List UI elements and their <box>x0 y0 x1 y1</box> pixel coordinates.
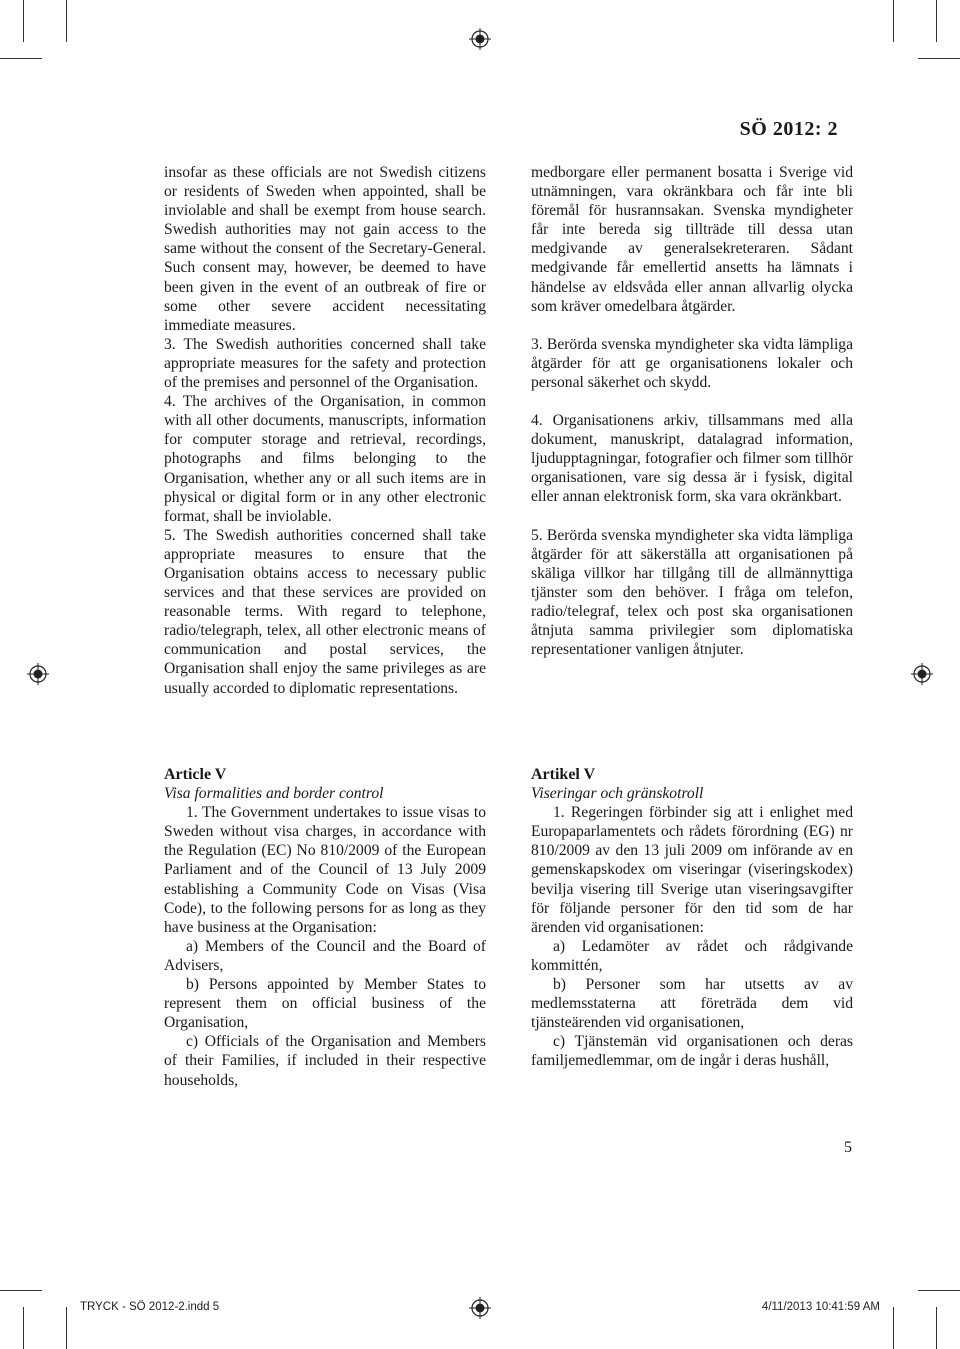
paragraph: c) Officials of the Organisation and Members of their Families, if included in their respective households, <box>164 1033 486 1089</box>
paragraph: 1. Regeringen förbinder sig att i enlighet med Europaparlamentets och rådets förordning (EG) nr 810/2009 av den 13 juli 2009 om införande av en gemenskapskodex om viseringar (viseringskodex) bevilja visering till Sverige utan viseringsavgifter för följande personer för den tid som de har ärenden vid organisationen: <box>531 804 853 936</box>
article-heading: Article V <box>164 766 227 783</box>
registration-mark-icon <box>911 663 933 685</box>
crop-mark <box>23 0 24 42</box>
page-number: 5 <box>844 1139 852 1156</box>
article-heading: Artikel V <box>531 766 596 783</box>
registration-mark-icon <box>469 1297 491 1319</box>
paragraph: 3. Berörda svenska myndigheter ska vidta lämpliga åtgärder för att ge organisationens lokaler och personal säkerhet och skydd. <box>531 335 853 391</box>
crop-mark <box>66 0 67 42</box>
paragraph: 5. Berörda svenska myndigheter ska vidta lämpliga åtgärder för att säkerställa att organisationen på skäliga villkor har tillgång till de allmännyttiga tjänster som den behöver. I fråga om telefon, radio/telegraf, telex och post ska organisationen åtnjuta samma privilegier som diplomatiska representationer vanligen åtnjuter. <box>531 526 853 659</box>
registration-mark-icon <box>469 28 491 50</box>
crop-mark <box>918 1290 960 1291</box>
slug-timestamp: 4/11/2013 10:41:59 AM <box>761 1301 880 1313</box>
paragraph: b) Persons appointed by Member States to represent them on official business of the Organisation, <box>164 976 486 1032</box>
swedish-column-top <box>531 163 853 659</box>
article-subheading: Viseringar och gränskotroll <box>531 785 704 803</box>
paragraph: medborgare eller permanent bosatta i Sverige vid utnämningen, vara okränkbara och får inte bli föremål för husrannsakan. Svenska myndigheter får inte bereda sig tillträde till dessa utan medgivande av generalsekreteraren. Sådant medgivande får emellertid ansetts ha lämnats i händelse av eldsvåda eller annan allvarlig olycka som kräver omedelbara åtgärder. <box>531 164 853 315</box>
paragraph: c) Tjänstemän vid organisationen och deras familjemedlemmar, om de ingår i deras hushåll, <box>531 1033 853 1070</box>
paragraph: a) Members of the Council and the Board of Advisers, <box>164 937 486 974</box>
crop-mark <box>0 1290 42 1291</box>
paragraph: 3. The Swedish authorities concerned shall take appropriate measures for the safety and protection of the premises and personnel of the Organisation. <box>164 335 486 392</box>
crop-mark <box>23 1307 24 1349</box>
paragraph: b) Personer som har utsetts av av medlemsstaterna att företräda dem vid tjänsteärenden vid organisationen, <box>531 976 853 1032</box>
paragraph: a) Ledamöter av rådet och rådgivande kommittén, <box>531 937 853 974</box>
crop-mark <box>918 58 960 59</box>
crop-mark <box>66 1307 67 1349</box>
crop-mark <box>936 0 937 42</box>
crop-mark <box>936 1307 937 1349</box>
crop-mark <box>0 58 42 59</box>
crop-mark <box>893 0 894 42</box>
english-article-section <box>164 765 486 1090</box>
swedish-article-section <box>531 765 853 1071</box>
paragraph: 4. Organisationens arkiv, tillsammans med alla dokument, manuskript, datalagrad information, ljudupptagningar, fotografier och filmer som tillhör organisationen, vare sig dessa är i fysisk, digital eller annan elektronisk form, ska vara okränkbart. <box>531 412 853 506</box>
paragraph: 5. The Swedish authorities concerned shall take appropriate measures to ensure that the Organisation obtains access to necessary public services and that these services are provided on reasonable terms. With regard to telephone, radio/telegraph, telex, all other electronic means of communication and postal services, the Organisation shall enjoy the same privileges as are usually accorded to diplomatic representations. <box>164 526 486 697</box>
article-subheading: Visa formalities and border control <box>164 785 384 803</box>
paragraph: 1. The Government undertakes to issue visas to Sweden without visa charges, in accordance with the Regulation (EC) No 810/2009 of the European Parliament and of the Council of 13 July 2009 establishing a Community Code on Visas (Visa Code), to the following persons for as long as they have business at the Organisation: <box>164 804 486 936</box>
slug-file-info: TRYCK - SÖ 2012-2.indd 5 <box>80 1301 220 1313</box>
crop-mark <box>893 1307 894 1349</box>
running-head: SÖ 2012: 2 <box>739 118 838 140</box>
english-column-top <box>164 163 486 698</box>
registration-mark-icon <box>27 663 49 685</box>
paragraph: insofar as these officials are not Swedish citizens or residents of Sweden when appointed, shall be inviolable and shall be exempt from house search. Swedish authorities may not gain access to the same without the consent of the Secretary-General. Such consent may, however, be deemed to have been given in the event of an outbreak of fire or some other severe accident necessitating immediate measures. <box>164 164 486 334</box>
paragraph: 4. The archives of the Organisation, in common with all other documents, manuscripts, information for computer storage and retrieval, recordings, photographs and films belonging to the Organisation, whether any or all such items are in physical or digital form or in any other electronic format, shall be inviolable. <box>164 393 486 525</box>
